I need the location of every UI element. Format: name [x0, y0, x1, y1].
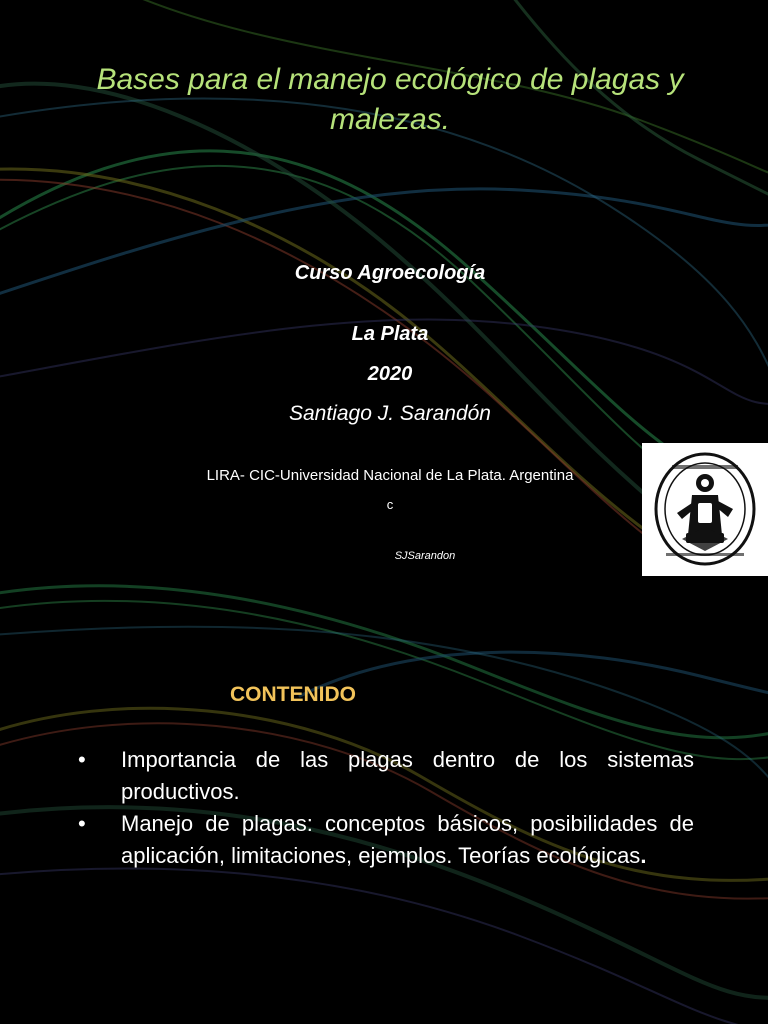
list-item — [78, 808, 694, 872]
contents-slide — [0, 576, 768, 1024]
year: 2020 — [367, 363, 413, 385]
bullet-text: Manejo de plagas: conceptos básicos, posibilidades de aplicación, limitaciones, ejemplos. Teorías ecológicas — [121, 811, 694, 868]
stray-letter: c — [386, 497, 394, 512]
contents-heading: CONTENIDO — [230, 683, 356, 706]
course-name: Curso Agroecología — [294, 262, 486, 284]
author-name: Santiago J. Sarandón — [289, 402, 491, 425]
bullet-icon: • — [78, 747, 86, 772]
signature-footer: SJSarandon — [394, 550, 456, 562]
bullet-text: Importancia de las plagas dentro de los sistemas productivos. — [121, 747, 694, 804]
affiliation: LIRA- CIC-Universidad Nacional de La Plata. Argentina — [206, 467, 574, 484]
university-seal-icon — [642, 443, 768, 576]
location: La Plata — [351, 323, 429, 345]
list-item — [78, 744, 694, 808]
bullet-final-period: . — [640, 843, 647, 868]
contents-list — [78, 744, 694, 872]
presentation-title: Bases para el manejo ecológico de plagas y malezas. — [96, 63, 684, 136]
bullet-icon: • — [78, 811, 86, 836]
